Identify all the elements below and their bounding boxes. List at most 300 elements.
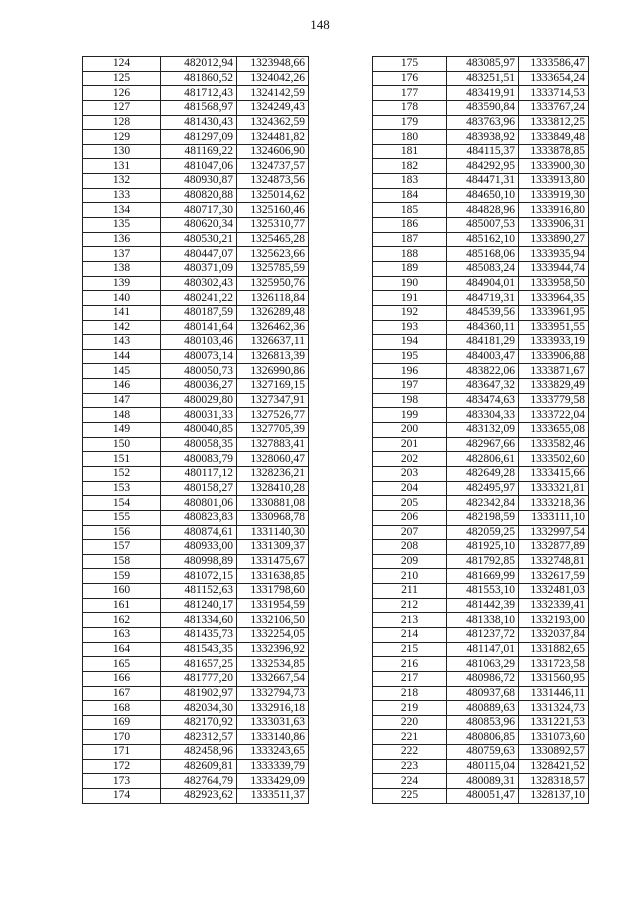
point-number-cell: 168 <box>83 701 161 716</box>
y-coordinate-cell: 1333964,35 <box>519 291 589 306</box>
x-coordinate-cell: 481297,09 <box>161 130 237 145</box>
point-number-cell: 186 <box>373 218 447 233</box>
y-coordinate-cell: 1331882,65 <box>519 642 589 657</box>
point-number-cell: 213 <box>373 613 447 628</box>
x-coordinate-cell: 485168,06 <box>447 247 519 262</box>
x-coordinate-cell: 482458,96 <box>161 745 237 760</box>
y-coordinate-cell: 1333586,47 <box>519 57 589 72</box>
point-number-cell: 159 <box>83 569 161 584</box>
table-row <box>373 452 589 467</box>
table-row <box>373 774 589 789</box>
point-number-cell: 207 <box>373 525 447 540</box>
y-coordinate-cell: 1333961,95 <box>519 305 589 320</box>
x-coordinate-cell: 480933,00 <box>161 540 237 555</box>
page-number: 148 <box>310 17 330 32</box>
y-coordinate-cell: 1333767,24 <box>519 100 589 115</box>
point-number-cell: 224 <box>373 774 447 789</box>
table-row <box>373 510 589 525</box>
point-number-cell: 169 <box>83 715 161 730</box>
x-coordinate-cell: 481240,17 <box>161 598 237 613</box>
x-coordinate-cell: 480806,85 <box>447 730 519 745</box>
table-row <box>83 466 309 481</box>
table-row <box>373 437 589 452</box>
table-row <box>83 100 309 115</box>
x-coordinate-cell: 483938,92 <box>447 130 519 145</box>
x-coordinate-cell: 483132,09 <box>447 423 519 438</box>
table-row <box>373 174 589 189</box>
x-coordinate-cell: 481169,22 <box>161 144 237 159</box>
table-row <box>83 174 309 189</box>
y-coordinate-cell: 1328318,57 <box>519 774 589 789</box>
x-coordinate-cell: 480620,34 <box>161 218 237 233</box>
point-number-cell: 210 <box>373 569 447 584</box>
y-coordinate-cell: 1333511,37 <box>237 789 309 804</box>
y-coordinate-cell: 1327347,91 <box>237 393 309 408</box>
point-number-cell: 216 <box>373 657 447 672</box>
table-row <box>83 408 309 423</box>
coordinates-table-right-body <box>373 57 589 804</box>
x-coordinate-cell: 481430,43 <box>161 115 237 130</box>
table-row <box>373 261 589 276</box>
y-coordinate-cell: 1333654,24 <box>519 71 589 86</box>
point-number-cell: 179 <box>373 115 447 130</box>
table-row <box>83 320 309 335</box>
y-coordinate-cell: 1332254,05 <box>237 627 309 642</box>
table-row <box>83 745 309 760</box>
point-number-cell: 133 <box>83 188 161 203</box>
point-number-cell: 139 <box>83 276 161 291</box>
coordinates-table-left <box>82 56 309 804</box>
y-coordinate-cell: 1333582,46 <box>519 437 589 452</box>
point-number-cell: 200 <box>373 423 447 438</box>
table-row <box>373 276 589 291</box>
y-coordinate-cell: 1331560,95 <box>519 671 589 686</box>
y-coordinate-cell: 1333722,04 <box>519 408 589 423</box>
point-number-cell: 131 <box>83 159 161 174</box>
y-coordinate-cell: 1333900,30 <box>519 159 589 174</box>
x-coordinate-cell: 483474,63 <box>447 393 519 408</box>
x-coordinate-cell: 484719,31 <box>447 291 519 306</box>
point-number-cell: 193 <box>373 320 447 335</box>
x-coordinate-cell: 481147,01 <box>447 642 519 657</box>
point-number-cell: 182 <box>373 159 447 174</box>
x-coordinate-cell: 480302,43 <box>161 276 237 291</box>
table-row <box>83 335 309 350</box>
x-coordinate-cell: 480801,06 <box>161 496 237 511</box>
x-coordinate-cell: 480073,14 <box>161 349 237 364</box>
x-coordinate-cell: 481442,39 <box>447 598 519 613</box>
y-coordinate-cell: 1333339,79 <box>237 759 309 774</box>
point-number-cell: 211 <box>373 584 447 599</box>
y-coordinate-cell: 1331221,53 <box>519 715 589 730</box>
x-coordinate-cell: 480241,22 <box>161 291 237 306</box>
point-number-cell: 140 <box>83 291 161 306</box>
x-coordinate-cell: 480089,31 <box>447 774 519 789</box>
y-coordinate-cell: 1330968,78 <box>237 510 309 525</box>
point-number-cell: 163 <box>83 627 161 642</box>
x-coordinate-cell: 481047,06 <box>161 159 237 174</box>
table-row <box>83 188 309 203</box>
y-coordinate-cell: 1332916,18 <box>237 701 309 716</box>
x-coordinate-cell: 481792,85 <box>447 554 519 569</box>
table-row <box>83 627 309 642</box>
x-coordinate-cell: 481152,63 <box>161 584 237 599</box>
point-number-cell: 205 <box>373 496 447 511</box>
y-coordinate-cell: 1330892,57 <box>519 745 589 760</box>
table-row <box>83 379 309 394</box>
y-coordinate-cell: 1332667,54 <box>237 671 309 686</box>
point-number-cell: 147 <box>83 393 161 408</box>
x-coordinate-cell: 480040,85 <box>161 423 237 438</box>
x-coordinate-cell: 481072,15 <box>161 569 237 584</box>
point-number-cell: 177 <box>373 86 447 101</box>
point-number-cell: 155 <box>83 510 161 525</box>
table-row <box>83 232 309 247</box>
x-coordinate-cell: 482806,61 <box>447 452 519 467</box>
table-row <box>83 203 309 218</box>
y-coordinate-cell: 1333871,67 <box>519 364 589 379</box>
point-number-cell: 190 <box>373 276 447 291</box>
y-coordinate-cell: 1331140,30 <box>237 525 309 540</box>
y-coordinate-cell: 1332534,85 <box>237 657 309 672</box>
x-coordinate-cell: 483419,91 <box>447 86 519 101</box>
y-coordinate-cell: 1332193,00 <box>519 613 589 628</box>
table-row <box>83 701 309 716</box>
table-row <box>373 305 589 320</box>
table-row <box>83 261 309 276</box>
x-coordinate-cell: 480759,63 <box>447 745 519 760</box>
table-row <box>83 789 309 804</box>
table-row <box>373 115 589 130</box>
x-coordinate-cell: 483085,97 <box>447 57 519 72</box>
table-row <box>83 481 309 496</box>
table-row <box>83 642 309 657</box>
table-row <box>83 349 309 364</box>
y-coordinate-cell: 1333655,08 <box>519 423 589 438</box>
x-coordinate-cell: 482967,66 <box>447 437 519 452</box>
table-row <box>83 554 309 569</box>
point-number-cell: 208 <box>373 540 447 555</box>
y-coordinate-cell: 1332794,73 <box>237 686 309 701</box>
table-row <box>373 481 589 496</box>
point-number-cell: 215 <box>373 642 447 657</box>
y-coordinate-cell: 1333111,10 <box>519 510 589 525</box>
point-number-cell: 184 <box>373 188 447 203</box>
y-coordinate-cell: 1333779,58 <box>519 393 589 408</box>
x-coordinate-cell: 480115,04 <box>447 759 519 774</box>
point-number-cell: 152 <box>83 466 161 481</box>
table-row <box>373 745 589 760</box>
y-coordinate-cell: 1328236,21 <box>237 466 309 481</box>
table-row <box>373 759 589 774</box>
x-coordinate-cell: 485162,10 <box>447 232 519 247</box>
x-coordinate-cell: 484539,56 <box>447 305 519 320</box>
table-row <box>83 291 309 306</box>
point-number-cell: 203 <box>373 466 447 481</box>
table-row <box>373 86 589 101</box>
table-row <box>373 789 589 804</box>
y-coordinate-cell: 1331324,73 <box>519 701 589 716</box>
point-number-cell: 153 <box>83 481 161 496</box>
y-coordinate-cell: 1327526,77 <box>237 408 309 423</box>
point-number-cell: 143 <box>83 335 161 350</box>
x-coordinate-cell: 482495,97 <box>447 481 519 496</box>
x-coordinate-cell: 482342,84 <box>447 496 519 511</box>
x-coordinate-cell: 482609,81 <box>161 759 237 774</box>
point-number-cell: 138 <box>83 261 161 276</box>
table-row <box>373 320 589 335</box>
table-row <box>373 715 589 730</box>
y-coordinate-cell: 1332997,54 <box>519 525 589 540</box>
x-coordinate-cell: 483251,51 <box>447 71 519 86</box>
point-number-cell: 130 <box>83 144 161 159</box>
point-number-cell: 209 <box>373 554 447 569</box>
y-coordinate-cell: 1332037,84 <box>519 627 589 642</box>
point-number-cell: 176 <box>373 71 447 86</box>
y-coordinate-cell: 1325623,66 <box>237 247 309 262</box>
point-number-cell: 212 <box>373 598 447 613</box>
x-coordinate-cell: 484904,01 <box>447 276 519 291</box>
y-coordinate-cell: 1332748,81 <box>519 554 589 569</box>
x-coordinate-cell: 480031,33 <box>161 408 237 423</box>
x-coordinate-cell: 480058,35 <box>161 437 237 452</box>
point-number-cell: 183 <box>373 174 447 189</box>
x-coordinate-cell: 480141,64 <box>161 320 237 335</box>
table-row <box>83 540 309 555</box>
point-number-cell: 181 <box>373 144 447 159</box>
x-coordinate-cell: 485007,53 <box>447 218 519 233</box>
point-number-cell: 198 <box>373 393 447 408</box>
point-number-cell: 221 <box>373 730 447 745</box>
x-coordinate-cell: 483647,32 <box>447 379 519 394</box>
table-row <box>373 730 589 745</box>
table-row <box>83 393 309 408</box>
point-number-cell: 165 <box>83 657 161 672</box>
x-coordinate-cell: 480874,61 <box>161 525 237 540</box>
point-number-cell: 223 <box>373 759 447 774</box>
coordinates-table-right <box>372 56 589 804</box>
y-coordinate-cell: 1333031,63 <box>237 715 309 730</box>
point-number-cell: 149 <box>83 423 161 438</box>
y-coordinate-cell: 1331638,85 <box>237 569 309 584</box>
y-coordinate-cell: 1333919,30 <box>519 188 589 203</box>
table-row <box>373 247 589 262</box>
table-row <box>373 657 589 672</box>
point-number-cell: 132 <box>83 174 161 189</box>
x-coordinate-cell: 480530,21 <box>161 232 237 247</box>
table-row <box>373 291 589 306</box>
table-row <box>83 715 309 730</box>
y-coordinate-cell: 1325310,77 <box>237 218 309 233</box>
point-number-cell: 222 <box>373 745 447 760</box>
table-row <box>373 364 589 379</box>
y-coordinate-cell: 1333906,31 <box>519 218 589 233</box>
x-coordinate-cell: 481435,73 <box>161 627 237 642</box>
table-row <box>373 686 589 701</box>
y-coordinate-cell: 1326990,86 <box>237 364 309 379</box>
table-row <box>83 569 309 584</box>
point-number-cell: 137 <box>83 247 161 262</box>
y-coordinate-cell: 1323948,66 <box>237 57 309 72</box>
y-coordinate-cell: 1333714,53 <box>519 86 589 101</box>
x-coordinate-cell: 481925,10 <box>447 540 519 555</box>
y-coordinate-cell: 1333812,25 <box>519 115 589 130</box>
point-number-cell: 173 <box>83 774 161 789</box>
x-coordinate-cell: 480717,30 <box>161 203 237 218</box>
point-number-cell: 144 <box>83 349 161 364</box>
x-coordinate-cell: 480986,72 <box>447 671 519 686</box>
x-coordinate-cell: 481712,43 <box>161 86 237 101</box>
table-row <box>83 759 309 774</box>
y-coordinate-cell: 1331309,37 <box>237 540 309 555</box>
table-row <box>373 335 589 350</box>
point-number-cell: 214 <box>373 627 447 642</box>
x-coordinate-cell: 484471,31 <box>447 174 519 189</box>
y-coordinate-cell: 1333243,65 <box>237 745 309 760</box>
point-number-cell: 167 <box>83 686 161 701</box>
point-number-cell: 175 <box>373 57 447 72</box>
y-coordinate-cell: 1326813,39 <box>237 349 309 364</box>
x-coordinate-cell: 482059,25 <box>447 525 519 540</box>
point-number-cell: 162 <box>83 613 161 628</box>
y-coordinate-cell: 1326637,11 <box>237 335 309 350</box>
y-coordinate-cell: 1331798,60 <box>237 584 309 599</box>
table-row <box>373 423 589 438</box>
point-number-cell: 125 <box>83 71 161 86</box>
table-row <box>83 364 309 379</box>
y-coordinate-cell: 1325465,28 <box>237 232 309 247</box>
y-coordinate-cell: 1332481,03 <box>519 584 589 599</box>
y-coordinate-cell: 1332396,92 <box>237 642 309 657</box>
point-number-cell: 146 <box>83 379 161 394</box>
point-number-cell: 204 <box>373 481 447 496</box>
x-coordinate-cell: 481334,60 <box>161 613 237 628</box>
x-coordinate-cell: 480371,09 <box>161 261 237 276</box>
y-coordinate-cell: 1333321,81 <box>519 481 589 496</box>
y-coordinate-cell: 1333415,66 <box>519 466 589 481</box>
table-row <box>373 144 589 159</box>
y-coordinate-cell: 1331073,60 <box>519 730 589 745</box>
point-number-cell: 220 <box>373 715 447 730</box>
table-row <box>373 569 589 584</box>
point-number-cell: 178 <box>373 100 447 115</box>
table-row <box>373 540 589 555</box>
x-coordinate-cell: 481902,97 <box>161 686 237 701</box>
point-number-cell: 192 <box>373 305 447 320</box>
table-row <box>83 584 309 599</box>
table-row <box>373 393 589 408</box>
point-number-cell: 206 <box>373 510 447 525</box>
y-coordinate-cell: 1333935,94 <box>519 247 589 262</box>
table-row <box>373 203 589 218</box>
table-row <box>83 613 309 628</box>
y-coordinate-cell: 1326462,36 <box>237 320 309 335</box>
x-coordinate-cell: 485083,24 <box>447 261 519 276</box>
y-coordinate-cell: 1333906,88 <box>519 349 589 364</box>
y-coordinate-cell: 1332106,50 <box>237 613 309 628</box>
table-row <box>373 100 589 115</box>
x-coordinate-cell: 484828,96 <box>447 203 519 218</box>
point-number-cell: 161 <box>83 598 161 613</box>
table-row <box>373 349 589 364</box>
y-coordinate-cell: 1333878,85 <box>519 144 589 159</box>
y-coordinate-cell: 1333958,50 <box>519 276 589 291</box>
x-coordinate-cell: 482764,79 <box>161 774 237 789</box>
x-coordinate-cell: 480083,79 <box>161 452 237 467</box>
x-coordinate-cell: 484115,37 <box>447 144 519 159</box>
point-number-cell: 172 <box>83 759 161 774</box>
table-row <box>83 671 309 686</box>
point-number-cell: 188 <box>373 247 447 262</box>
x-coordinate-cell: 480937,68 <box>447 686 519 701</box>
table-row <box>373 584 589 599</box>
point-number-cell: 136 <box>83 232 161 247</box>
table-row <box>373 379 589 394</box>
y-coordinate-cell: 1333913,80 <box>519 174 589 189</box>
table-row <box>83 686 309 701</box>
x-coordinate-cell: 480447,07 <box>161 247 237 262</box>
y-coordinate-cell: 1331954,59 <box>237 598 309 613</box>
table-row <box>83 218 309 233</box>
y-coordinate-cell: 1324362,59 <box>237 115 309 130</box>
table-row <box>373 130 589 145</box>
point-number-cell: 145 <box>83 364 161 379</box>
point-number-cell: 164 <box>83 642 161 657</box>
table-row <box>83 115 309 130</box>
x-coordinate-cell: 483822,06 <box>447 364 519 379</box>
table-row <box>373 496 589 511</box>
x-coordinate-cell: 481237,72 <box>447 627 519 642</box>
point-number-cell: 124 <box>83 57 161 72</box>
table-row <box>83 452 309 467</box>
point-number-cell: 191 <box>373 291 447 306</box>
point-number-cell: 129 <box>83 130 161 145</box>
point-number-cell: 225 <box>373 789 447 804</box>
point-number-cell: 154 <box>83 496 161 511</box>
x-coordinate-cell: 482649,28 <box>447 466 519 481</box>
y-coordinate-cell: 1326289,48 <box>237 305 309 320</box>
table-row <box>83 437 309 452</box>
y-coordinate-cell: 1333140,86 <box>237 730 309 745</box>
x-coordinate-cell: 482923,62 <box>161 789 237 804</box>
y-coordinate-cell: 1331723,58 <box>519 657 589 672</box>
x-coordinate-cell: 480050,73 <box>161 364 237 379</box>
point-number-cell: 141 <box>83 305 161 320</box>
x-coordinate-cell: 482012,94 <box>161 57 237 72</box>
x-coordinate-cell: 480823,83 <box>161 510 237 525</box>
x-coordinate-cell: 482170,92 <box>161 715 237 730</box>
y-coordinate-cell: 1332339,41 <box>519 598 589 613</box>
x-coordinate-cell: 481063,29 <box>447 657 519 672</box>
x-coordinate-cell: 480029,80 <box>161 393 237 408</box>
y-coordinate-cell: 1333951,55 <box>519 320 589 335</box>
y-coordinate-cell: 1325160,46 <box>237 203 309 218</box>
y-coordinate-cell: 1333890,27 <box>519 232 589 247</box>
point-number-cell: 156 <box>83 525 161 540</box>
y-coordinate-cell: 1325785,59 <box>237 261 309 276</box>
point-number-cell: 174 <box>83 789 161 804</box>
x-coordinate-cell: 480889,63 <box>447 701 519 716</box>
coordinates-table-left-body <box>83 57 309 804</box>
table-row <box>83 510 309 525</box>
x-coordinate-cell: 480187,59 <box>161 305 237 320</box>
table-row <box>83 57 309 72</box>
table-row <box>373 218 589 233</box>
point-number-cell: 197 <box>373 379 447 394</box>
table-row <box>373 466 589 481</box>
point-number-cell: 128 <box>83 115 161 130</box>
point-number-cell: 158 <box>83 554 161 569</box>
